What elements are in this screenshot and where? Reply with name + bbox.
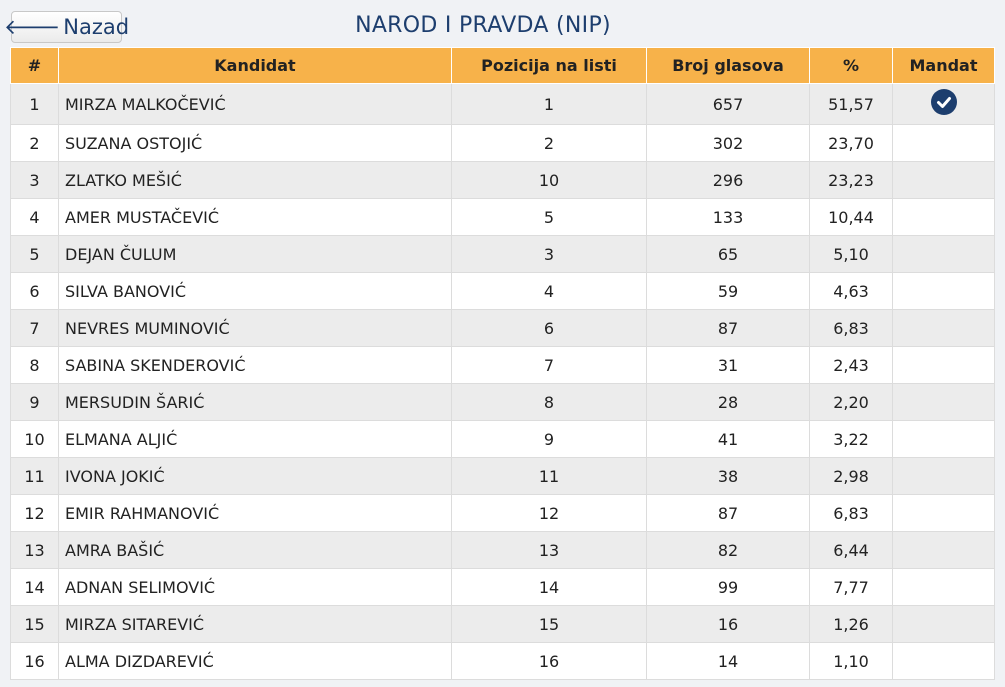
cell-list-position: 7 xyxy=(452,347,647,384)
cell-mandate xyxy=(893,532,995,569)
cell-number: 4 xyxy=(11,199,59,236)
table-row xyxy=(11,421,995,458)
cell-candidate-name: MERSUDIN ŠARIĆ xyxy=(59,384,452,421)
cell-votes: 657 xyxy=(647,84,810,125)
table-row xyxy=(11,495,995,532)
results-table xyxy=(10,47,995,680)
cell-votes: 302 xyxy=(647,125,810,162)
cell-list-position: 5 xyxy=(452,199,647,236)
cell-percent: 4,63 xyxy=(810,273,893,310)
cell-candidate-name: ZLATKO MEŠIĆ xyxy=(59,162,452,199)
cell-candidate-name: ADNAN SELIMOVIĆ xyxy=(59,569,452,606)
cell-list-position: 12 xyxy=(452,495,647,532)
cell-votes: 296 xyxy=(647,162,810,199)
column-header-candidate[interactable]: Kandidat xyxy=(59,48,452,84)
cell-percent: 23,23 xyxy=(810,162,893,199)
cell-list-position: 11 xyxy=(452,458,647,495)
cell-number: 14 xyxy=(11,569,59,606)
column-header-mandate[interactable]: Mandat xyxy=(893,48,995,84)
cell-percent: 6,83 xyxy=(810,310,893,347)
cell-number: 3 xyxy=(11,162,59,199)
cell-mandate xyxy=(893,125,995,162)
table-row xyxy=(11,532,995,569)
cell-list-position: 8 xyxy=(452,384,647,421)
cell-number: 7 xyxy=(11,310,59,347)
table-row xyxy=(11,162,995,199)
arrow-left-icon: 🡐 xyxy=(3,14,61,39)
cell-mandate xyxy=(893,458,995,495)
cell-percent: 3,22 xyxy=(810,421,893,458)
cell-number: 10 xyxy=(11,421,59,458)
cell-list-position: 4 xyxy=(452,273,647,310)
table-row xyxy=(11,236,995,273)
cell-candidate-name: ELMANA ALJIĆ xyxy=(59,421,452,458)
check-circle-icon xyxy=(931,89,957,115)
cell-list-position: 3 xyxy=(452,236,647,273)
cell-number: 11 xyxy=(11,458,59,495)
cell-mandate xyxy=(893,384,995,421)
cell-list-position: 2 xyxy=(452,125,647,162)
cell-votes: 133 xyxy=(647,199,810,236)
cell-list-position: 15 xyxy=(452,606,647,643)
cell-candidate-name: ALMA DIZDAREVIĆ xyxy=(59,643,452,680)
cell-percent: 2,43 xyxy=(810,347,893,384)
cell-mandate xyxy=(893,236,995,273)
cell-number: 8 xyxy=(11,347,59,384)
cell-number: 5 xyxy=(11,236,59,273)
cell-mandate xyxy=(893,310,995,347)
cell-list-position: 10 xyxy=(452,162,647,199)
cell-number: 2 xyxy=(11,125,59,162)
results-table-container xyxy=(10,47,994,680)
cell-mandate xyxy=(893,199,995,236)
cell-percent: 23,70 xyxy=(810,125,893,162)
cell-percent: 6,83 xyxy=(810,495,893,532)
cell-votes: 38 xyxy=(647,458,810,495)
cell-candidate-name: SABINA SKENDEROVIĆ xyxy=(59,347,452,384)
table-row xyxy=(11,569,995,606)
back-button-label: Nazad xyxy=(63,15,130,39)
table-row xyxy=(11,199,995,236)
cell-votes: 65 xyxy=(647,236,810,273)
table-row xyxy=(11,125,995,162)
table-row xyxy=(11,273,995,310)
cell-mandate xyxy=(893,347,995,384)
cell-percent: 2,20 xyxy=(810,384,893,421)
cell-votes: 31 xyxy=(647,347,810,384)
column-header-votes[interactable]: Broj glasova xyxy=(647,48,810,84)
cell-candidate-name: EMIR RAHMANOVIĆ xyxy=(59,495,452,532)
cell-mandate xyxy=(893,495,995,532)
cell-votes: 14 xyxy=(647,643,810,680)
cell-candidate-name: MIRZA SITAREVIĆ xyxy=(59,606,452,643)
column-header-list-position[interactable]: Pozicija na listi xyxy=(452,48,647,84)
cell-percent: 7,77 xyxy=(810,569,893,606)
cell-votes: 82 xyxy=(647,532,810,569)
cell-number: 15 xyxy=(11,606,59,643)
cell-list-position: 16 xyxy=(452,643,647,680)
page-title: NAROD I PRAVDA (NIP) xyxy=(355,13,611,38)
cell-percent: 6,44 xyxy=(810,532,893,569)
cell-percent: 1,26 xyxy=(810,606,893,643)
cell-candidate-name: IVONA JOKIĆ xyxy=(59,458,452,495)
cell-votes: 99 xyxy=(647,569,810,606)
table-row xyxy=(11,643,995,680)
table-row xyxy=(11,606,995,643)
cell-number: 9 xyxy=(11,384,59,421)
cell-candidate-name: DEJAN ČULUM xyxy=(59,236,452,273)
cell-mandate xyxy=(893,421,995,458)
cell-percent: 10,44 xyxy=(810,199,893,236)
cell-percent: 5,10 xyxy=(810,236,893,273)
cell-list-position: 13 xyxy=(452,532,647,569)
table-body xyxy=(11,84,995,680)
cell-votes: 41 xyxy=(647,421,810,458)
cell-candidate-name: AMER MUSTAČEVIĆ xyxy=(59,199,452,236)
table-row xyxy=(11,458,995,495)
table-row xyxy=(11,347,995,384)
cell-votes: 28 xyxy=(647,384,810,421)
cell-mandate xyxy=(893,569,995,606)
cell-votes: 59 xyxy=(647,273,810,310)
cell-mandate xyxy=(893,84,995,125)
cell-candidate-name: AMRA BAŠIĆ xyxy=(59,532,452,569)
table-row xyxy=(11,84,995,125)
cell-mandate xyxy=(893,643,995,680)
table-row xyxy=(11,384,995,421)
cell-percent: 51,57 xyxy=(810,84,893,125)
cell-mandate xyxy=(893,273,995,310)
column-header-percent[interactable]: % xyxy=(810,48,893,84)
cell-list-position: 9 xyxy=(452,421,647,458)
cell-number: 12 xyxy=(11,495,59,532)
cell-candidate-name: SILVA BANOVIĆ xyxy=(59,273,452,310)
cell-number: 1 xyxy=(11,84,59,125)
cell-number: 13 xyxy=(11,532,59,569)
cell-list-position: 1 xyxy=(452,84,647,125)
cell-mandate xyxy=(893,162,995,199)
cell-votes: 87 xyxy=(647,310,810,347)
cell-number: 16 xyxy=(11,643,59,680)
cell-mandate xyxy=(893,606,995,643)
table-row xyxy=(11,310,995,347)
cell-list-position: 14 xyxy=(452,569,647,606)
cell-candidate-name: SUZANA OSTOJIĆ xyxy=(59,125,452,162)
cell-candidate-name: NEVRES MUMINOVIĆ xyxy=(59,310,452,347)
cell-candidate-name: MIRZA MALKOČEVIĆ xyxy=(59,84,452,125)
cell-percent: 1,10 xyxy=(810,643,893,680)
cell-votes: 16 xyxy=(647,606,810,643)
cell-list-position: 6 xyxy=(452,310,647,347)
column-header-number[interactable]: # xyxy=(11,48,59,84)
cell-percent: 2,98 xyxy=(810,458,893,495)
cell-votes: 87 xyxy=(647,495,810,532)
cell-number: 6 xyxy=(11,273,59,310)
table-header-row xyxy=(11,48,995,84)
